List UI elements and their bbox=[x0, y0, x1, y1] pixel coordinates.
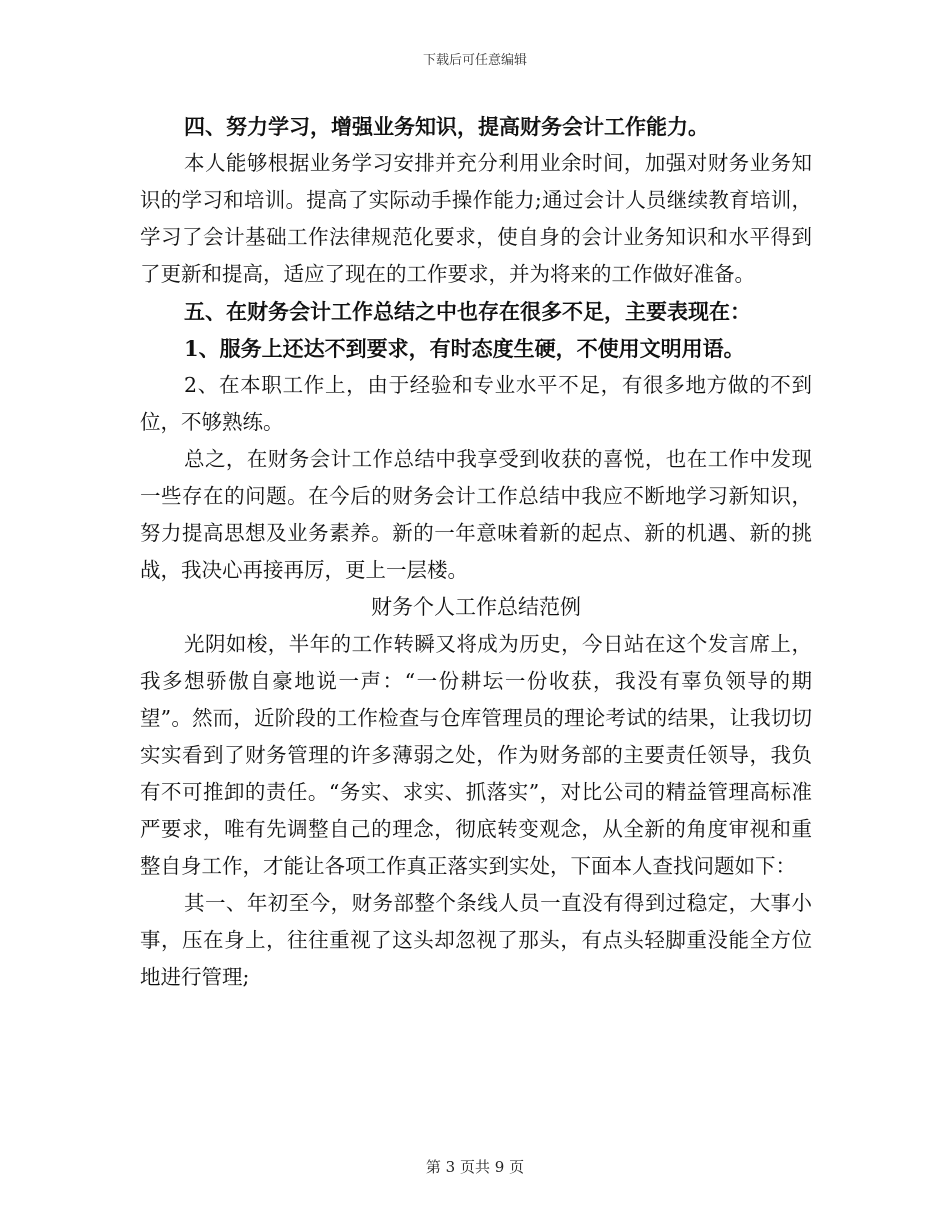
paragraph-intro: 光阴如梭，半年的工作转瞬又将成为历史，今日站在这个发言席上，我多想骄傲自豪地说一声：“一份耕坛一份收获，我没有辜负领导的期望”。然而，近阶段的工作检查与仓库管理员的理论考试的结果，让我切切实实看到了财务管理的许多薄弱之处，作为财务部的主要责任领导，我负有不可推卸的责任。“务实、求实、抓落实”，对比公司的精益管理高标准严要求，唯有先调整自己的理念，彻底转变观念，从全新的角度审视和重整自身工作，才能让各项工作真正落实到实处，下面本人查找问题如下： bbox=[140, 632, 812, 878]
article-title: 财务个人工作总结范例 bbox=[371, 595, 581, 619]
document-body bbox=[140, 108, 812, 996]
paragraph-conclusion: 总之，在财务会计工作总结中我享受到收获的喜悦，也在工作中发现一些存在的问题。在今后的财务会计工作总结中我应不断地学习新知识，努力提高思想及业务素养。新的一年意味着新的起点、新的机遇、新的挑战，我决心再接再厉，更上一层楼。 bbox=[140, 447, 812, 582]
paragraph-issue-1: 其一、年初至今，财务部整个条线人员一直没有得到过稳定，大事小事，压在身上，往往重视了这头却忽视了那头，有点头轻脚重没能全方位地进行管理; bbox=[140, 891, 812, 989]
shortcoming-item-1: 1、服务上还达不到要求，有时态度生硬，不使用文明用语。 bbox=[184, 336, 745, 361]
page-header: 下载后可任意编辑 bbox=[422, 53, 527, 68]
section-heading-5: 五、在财务会计工作总结之中也存在很多不足，主要表现在： bbox=[184, 299, 751, 324]
shortcoming-item-2: 2、在本职工作上，由于经验和专业水平不足，有很多地方做的不到位，不够熟练。 bbox=[140, 373, 812, 434]
page-number-footer: 第 3 页共 9 页 bbox=[425, 1158, 525, 1176]
paragraph-study: 本人能够根据业务学习安排并充分利用业余时间，加强对财务业务知识的学习和培训。提高了实际动手操作能力;通过会计人员继续教育培训，学习了会计基础工作法律规范化要求，使自身的会计业务知识和水平得到了更新和提高，适应了现在的工作要求，并为将来的工作做好准备。 bbox=[140, 151, 812, 286]
section-heading-4: 四、努力学习，增强业务知识，提高财务会计工作能力。 bbox=[184, 114, 709, 139]
